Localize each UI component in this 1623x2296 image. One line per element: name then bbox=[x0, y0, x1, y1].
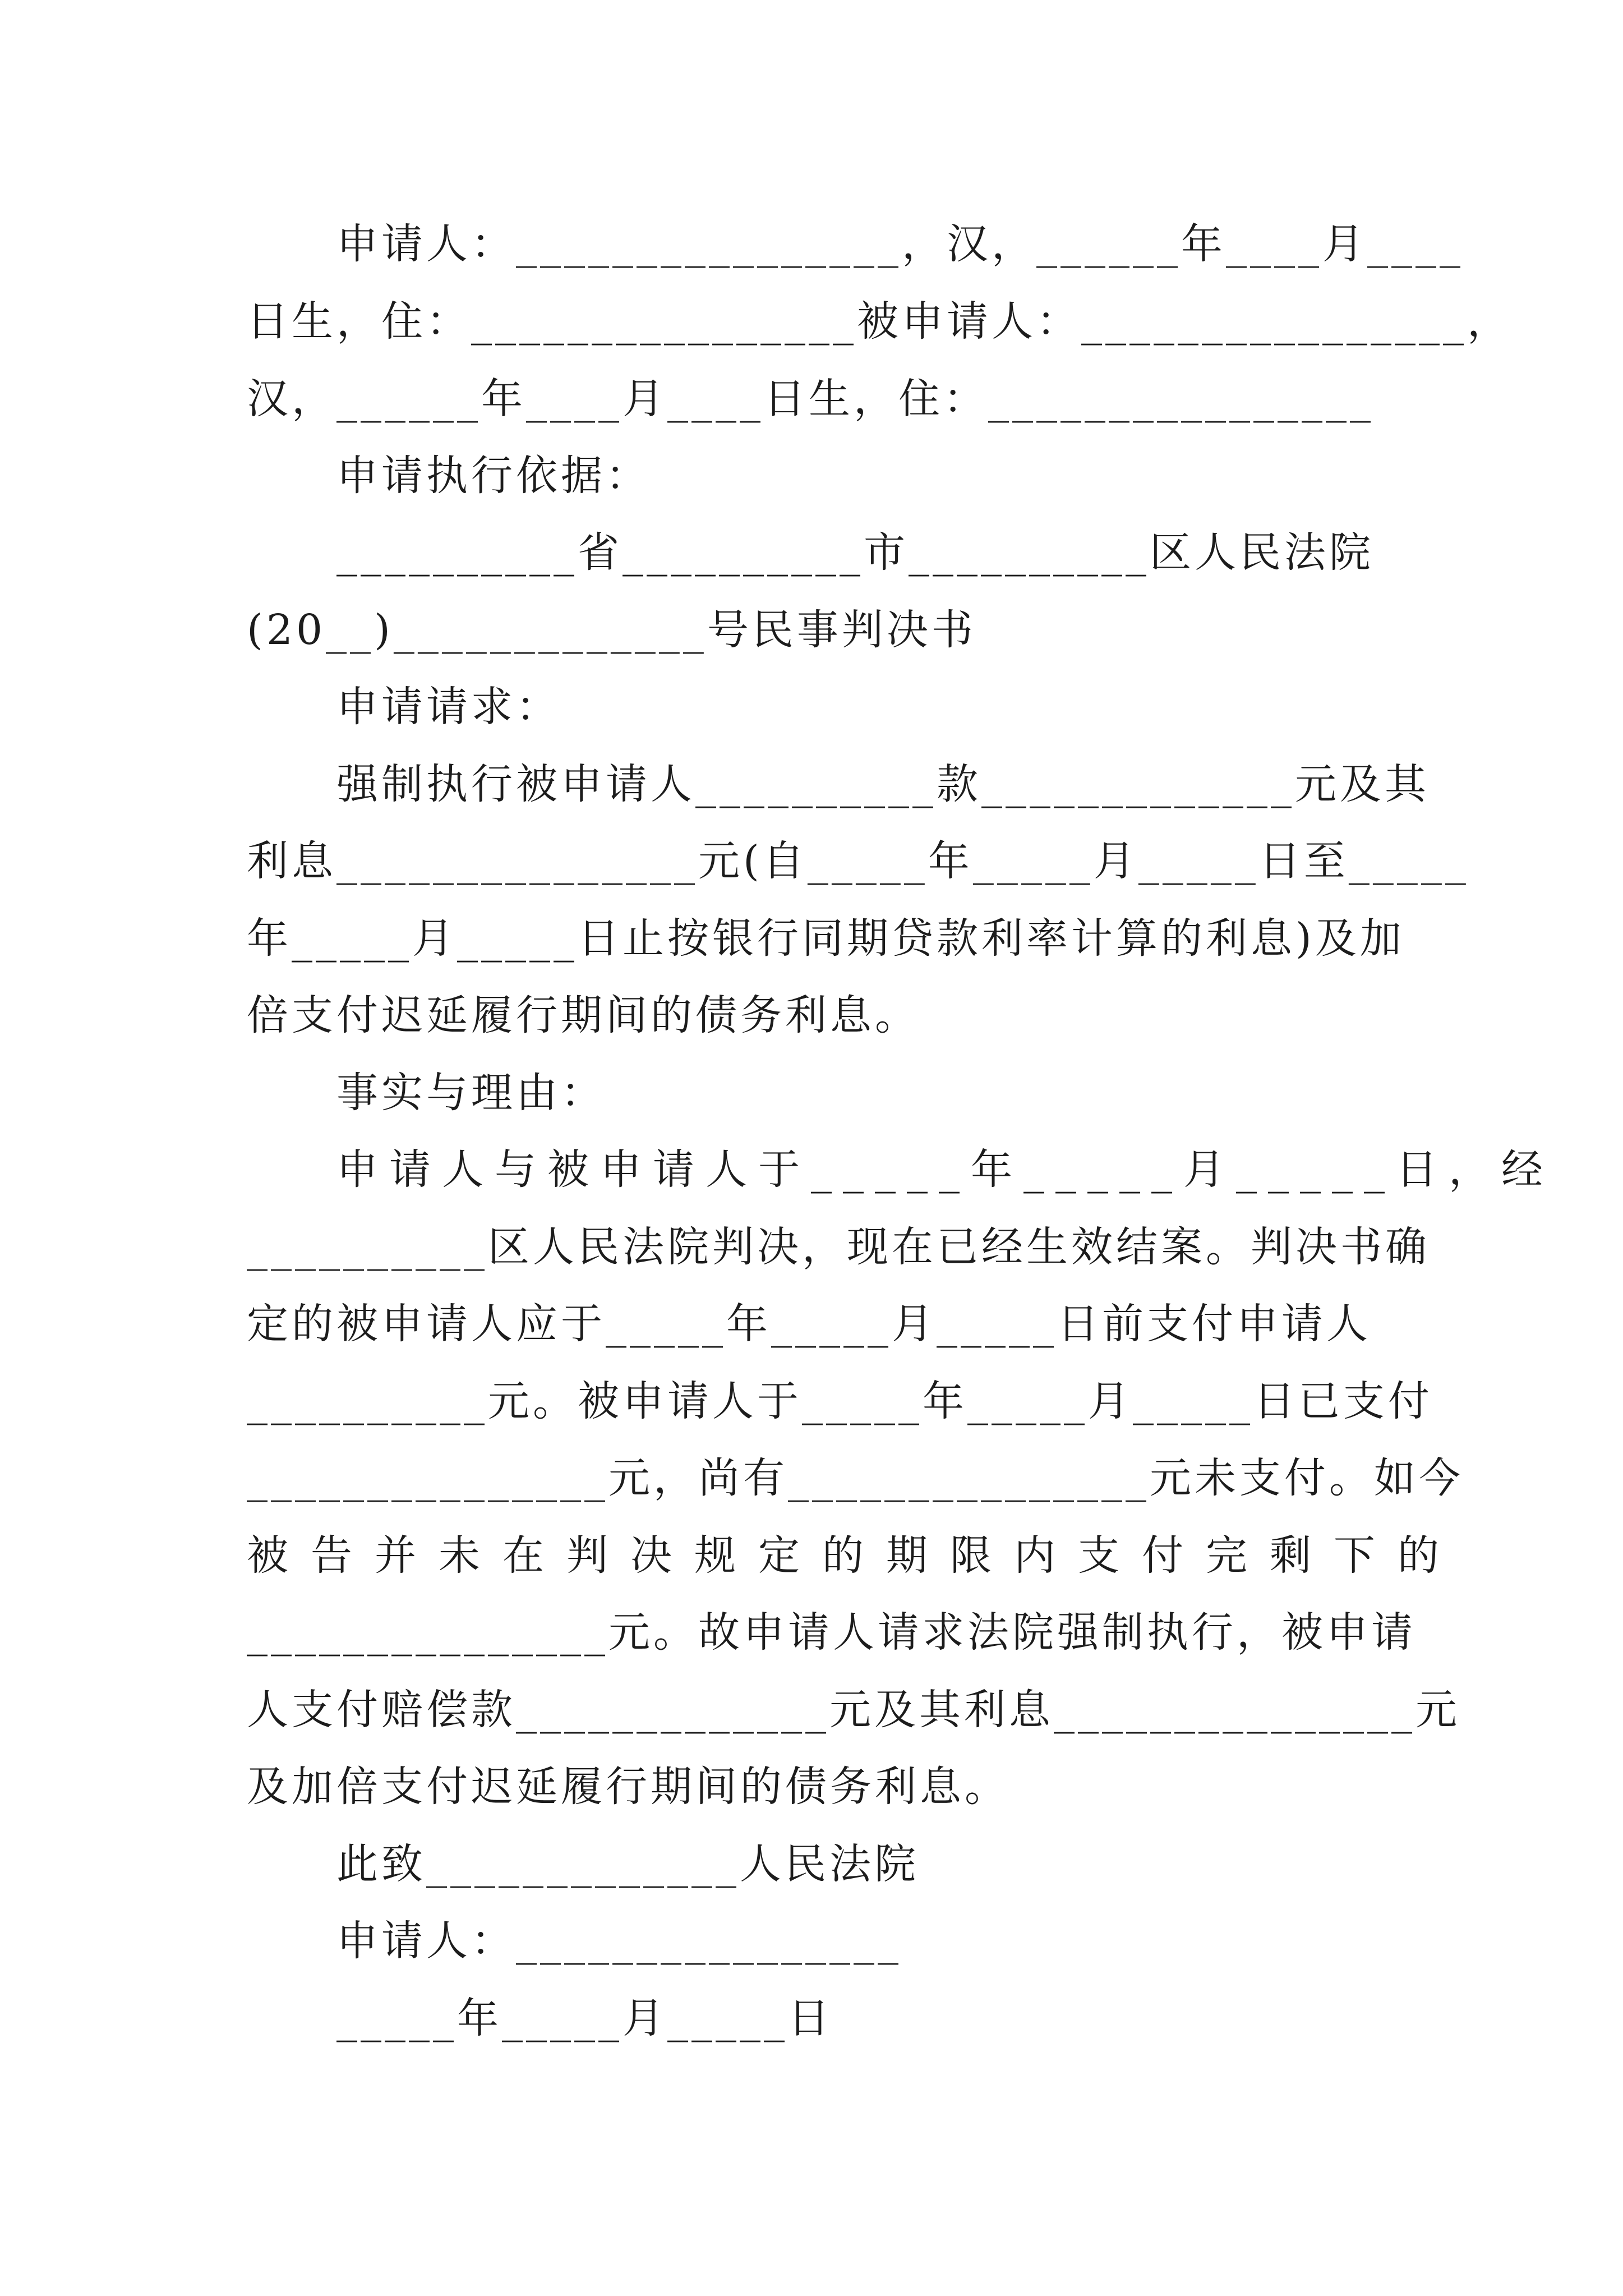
execution-basis-heading: 申请执行依据： bbox=[336, 452, 651, 500]
facts-line-5: _______________元，尚有_______________元未支付。如今 bbox=[247, 1454, 1464, 1502]
court-location-line: __________省__________市__________区人民法院 bbox=[336, 528, 1374, 577]
request-heading: 申请请求： bbox=[336, 683, 561, 731]
facts-line-8: 人支付赔偿款_____________元及其利息_______________元 bbox=[247, 1686, 1460, 1734]
facts-line-9: 及加倍支付迟延履行期间的债务利息。 bbox=[247, 1763, 1009, 1811]
facts-line-7: _______________元。故申请人请求法院强制执行，被申请 bbox=[247, 1608, 1416, 1657]
facts-line-6: 被告并未在判决规定的期限内支付完剩下的 bbox=[247, 1531, 1461, 1580]
addressee-line: 此致_____________人民法院 bbox=[336, 1840, 919, 1888]
respondent-birth-address-line: 汉，______年____月____日生，住：________________ bbox=[247, 375, 1374, 423]
applicant-address-respondent-line: 日生，住：________________被申请人：________________， bbox=[247, 297, 1512, 346]
request-line-1: 强制执行被申请人__________款_____________元及其 bbox=[336, 760, 1430, 808]
request-line-4: 倍支付迟延履行期间的债务利息。 bbox=[247, 991, 920, 1039]
signature-applicant-line: 申请人：________________ bbox=[336, 1917, 902, 1965]
applicant-line: 申请人：________________，汉，______年____月____ bbox=[336, 220, 1464, 268]
facts-line-2: __________区人民法院判决，现在已经生效结案。判决书确 bbox=[247, 1223, 1430, 1271]
judgment-number-line: (20__)_____________号民事判决书 bbox=[247, 606, 976, 654]
facts-line-3: 定的被申请人应于_____年_____月_____日前支付申请人 bbox=[247, 1300, 1371, 1348]
facts-line-4: __________元。被申请人于_____年_____月_____日已支付 bbox=[247, 1377, 1433, 1425]
signature-date-line: _____年_____月_____日 bbox=[336, 1994, 833, 2042]
facts-heading: 事实与理由： bbox=[336, 1069, 606, 1117]
request-line-2: 利息_______________元(自_____年_____月_____日至_____ bbox=[247, 837, 1469, 885]
facts-line-1: 申请人与被申请人于_____年_____月_____日，经 bbox=[336, 1145, 1554, 1194]
request-line-3: 年_____月_____日止按银行同期贷款利率计算的利息)及加 bbox=[247, 914, 1405, 963]
